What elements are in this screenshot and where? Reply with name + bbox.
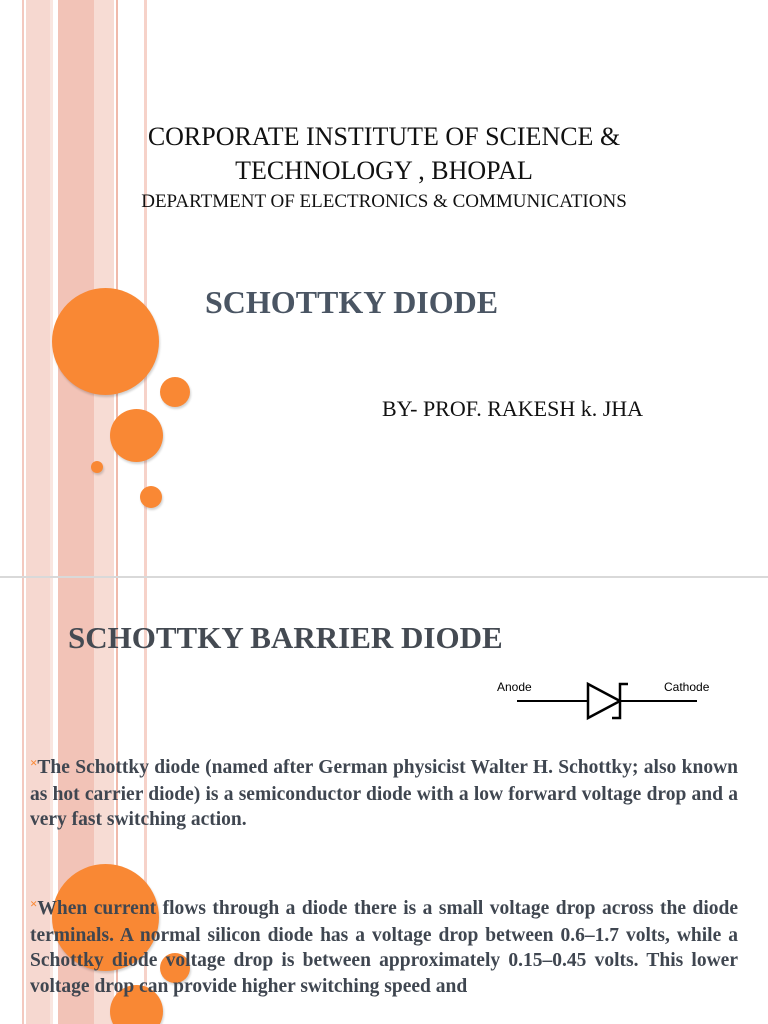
department-name: DEPARTMENT OF ELECTRONICS & COMMUNICATIONS	[141, 191, 627, 212]
schottky-diode-symbol	[495, 676, 735, 726]
bullet-marker: ×	[30, 755, 38, 770]
diode-symbol-icon	[495, 676, 735, 726]
paragraph-voltage-drop	[30, 896, 738, 999]
decorative-stripe	[58, 0, 94, 577]
cathode-label: Cathode	[664, 680, 710, 694]
decorative-circle	[140, 486, 162, 508]
decorative-circle	[110, 409, 163, 462]
decorative-circle	[160, 377, 190, 407]
decorative-circle-large	[52, 288, 159, 395]
decorative-stripe	[26, 0, 50, 577]
decorative-stripe	[50, 0, 53, 577]
author-byline: BY- PROF. RAKESH k. JHA	[382, 396, 644, 421]
institute-name-line2: TECHNOLOGY , BHOPAL	[235, 156, 533, 185]
slide-title: SCHOTTKY DIODE	[205, 284, 499, 320]
decorative-circle-tiny	[91, 461, 103, 473]
paragraph-text: The Schottky diode (named after German physicist Walter H. Schottky; also known as hot carrier diode) is a semiconductor diode with a low forward voltage drop and a very fast switching action.	[30, 757, 738, 830]
decorative-stripe	[22, 0, 24, 577]
content-slide	[0, 578, 768, 1024]
bullet-marker: ×	[30, 896, 38, 911]
decorative-stripe	[22, 578, 24, 1024]
institute-name-line1: CORPORATE INSTITUTE OF SCIENCE &	[147, 122, 621, 151]
anode-label: Anode	[497, 680, 532, 694]
paragraph-definition	[30, 755, 738, 833]
paragraph-text: When current flows through a diode there is a small voltage drop across the diode terminals. A normal silicon diode has a voltage drop between 0.6–1.7 volts, while a Schottky diode voltage drop is between approximately 0.15–0.45 volts. This lower voltage drop can provide higher switching speed and	[30, 898, 738, 997]
slide-heading: SCHOTTKY BARRIER DIODE	[68, 620, 503, 655]
